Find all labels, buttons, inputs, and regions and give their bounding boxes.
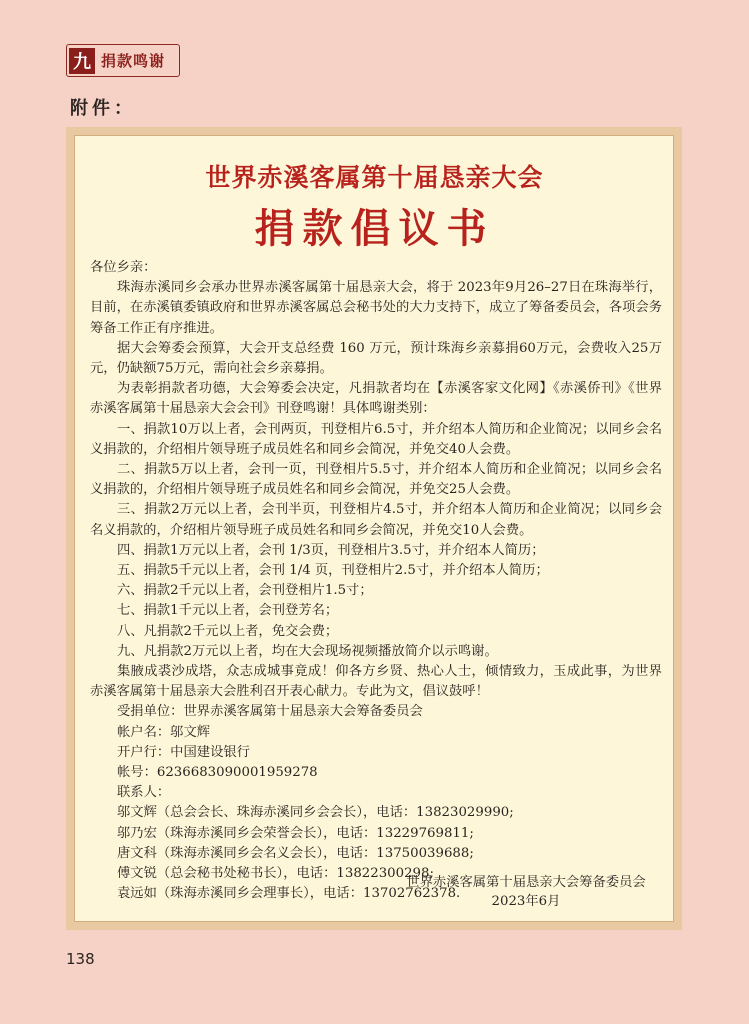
paragraph: 集腋成裘沙成塔，众志成城事竟成！仰各方乡贤、热心人士，倾情致力，玉成此事，为世界赤溪客属第十届恳亲大会胜利召开表心献力。专此为文，倡议鼓呼！ (90, 664, 662, 700)
section-title: 捐款鸣谢 (101, 52, 166, 70)
signature-org: 世界赤溪客属第十届恳亲大会筹备委员会 (406, 875, 646, 890)
paragraph: 一、捐款10万以上者，会刊两页，刊登相片6.5寸，并介绍本人简历和企业简况；以同乡会名义捐款的，介绍相片领导班子成员姓名和同乡会简况，并免交40人会费。 (90, 421, 662, 457)
paragraph: 珠海赤溪同乡会承办世界赤溪客属第十届恳亲大会，将于 2023年9月26–27日在珠海举行，目前，在赤溪镇委镇政府和世界赤溪客属总会秘书处的大力支持下，成立了筹备委员会，各项会务筹备工作正有序推进。 (90, 280, 662, 336)
paragraph: 五、捐款5千元以上者，会刊 1/4 页，刊登相片2.5寸，并介绍本人简历； (117, 563, 549, 579)
bank-name: 开户行：中国建设银行 (117, 744, 250, 760)
section-tab (66, 44, 180, 77)
bank-account-number: 帐号：6236683090001959278 (117, 765, 318, 781)
paragraph: 八、凡捐款2千元以上者，免交会费； (117, 623, 339, 639)
paragraph: 四、捐款1万元以上者，会刊 1/3页，刊登相片3.5寸，并介绍本人简历； (117, 542, 545, 558)
paragraph: 六、捐款2千元以上者，会刊登相片1.5寸； (117, 583, 373, 599)
page-number: 138 (66, 950, 95, 968)
paragraph: 九、凡捐款2万元以上者，均在大会现场视频播放简介以示鸣谢。 (117, 643, 498, 659)
contact-item: 唐文科（珠海赤溪同乡会名义会长），电话：13750039688; (117, 845, 474, 861)
section-number: 九 (69, 48, 95, 74)
contacts-label: 联系人： (117, 785, 171, 801)
paragraph: 二、捐款5万以上者，会刊一页，刊登相片5.5寸，并介绍本人简历和企业简况；以同乡会名义捐款的，介绍相片领导班子成员姓名和同乡会简况，并免交25人会费。 (90, 462, 662, 498)
contact-item: 邬文辉（总会会长、珠海赤溪同乡会会长），电话：13823029990; (117, 805, 514, 821)
paragraph: 七、捐款1千元以上者，会刊登芳名； (117, 603, 339, 619)
signature-block (386, 873, 666, 911)
contact-item: 邬乃宏（珠海赤溪同乡会荣誉会长），电话：13229769811; (117, 825, 474, 841)
paragraph: 为表彰捐款者功德，大会筹委会决定，凡捐款者均在【赤溪客家文化网】《赤溪侨刊》《世界赤溪客属第十届恳亲大会会刊》刊登鸣谢！具体鸣谢类别： (90, 381, 662, 417)
document-body (90, 258, 662, 905)
contact-item: 傅文锐（总会秘书处秘书长），电话：13822300298; (117, 866, 434, 882)
contact-item: 袁远如（珠海赤溪同乡会理事长），电话：13702762378. (117, 886, 461, 902)
bank-recipient: 受捐单位：世界赤溪客属第十届恳亲大会筹备委员会 (117, 704, 423, 720)
bank-account-name: 帐户名：邬文辉 (117, 724, 211, 740)
attachment-label: 附件： (70, 98, 136, 119)
paragraph: 三、捐款2万元以上者，会刊半页，刊登相片4.5寸，并介绍本人简历和企业简况；以同乡会名义捐款的，介绍相片领导班子成员姓名和同乡会简况，并免交10人会费。 (90, 502, 662, 538)
document-title: 世界赤溪客属第十届恳亲大会 (205, 163, 544, 192)
paragraph: 据大会筹委会预算，大会开支总经费 160 万元，预计珠海乡亲募捐60万元，会费收入25万元，仍缺额75万元，需向社会乡亲募捐。 (90, 340, 662, 377)
document-subtitle: 捐款倡议书 (254, 205, 495, 252)
signature-date: 2023年6月 (491, 894, 561, 909)
greeting: 各位乡亲： (90, 260, 157, 275)
